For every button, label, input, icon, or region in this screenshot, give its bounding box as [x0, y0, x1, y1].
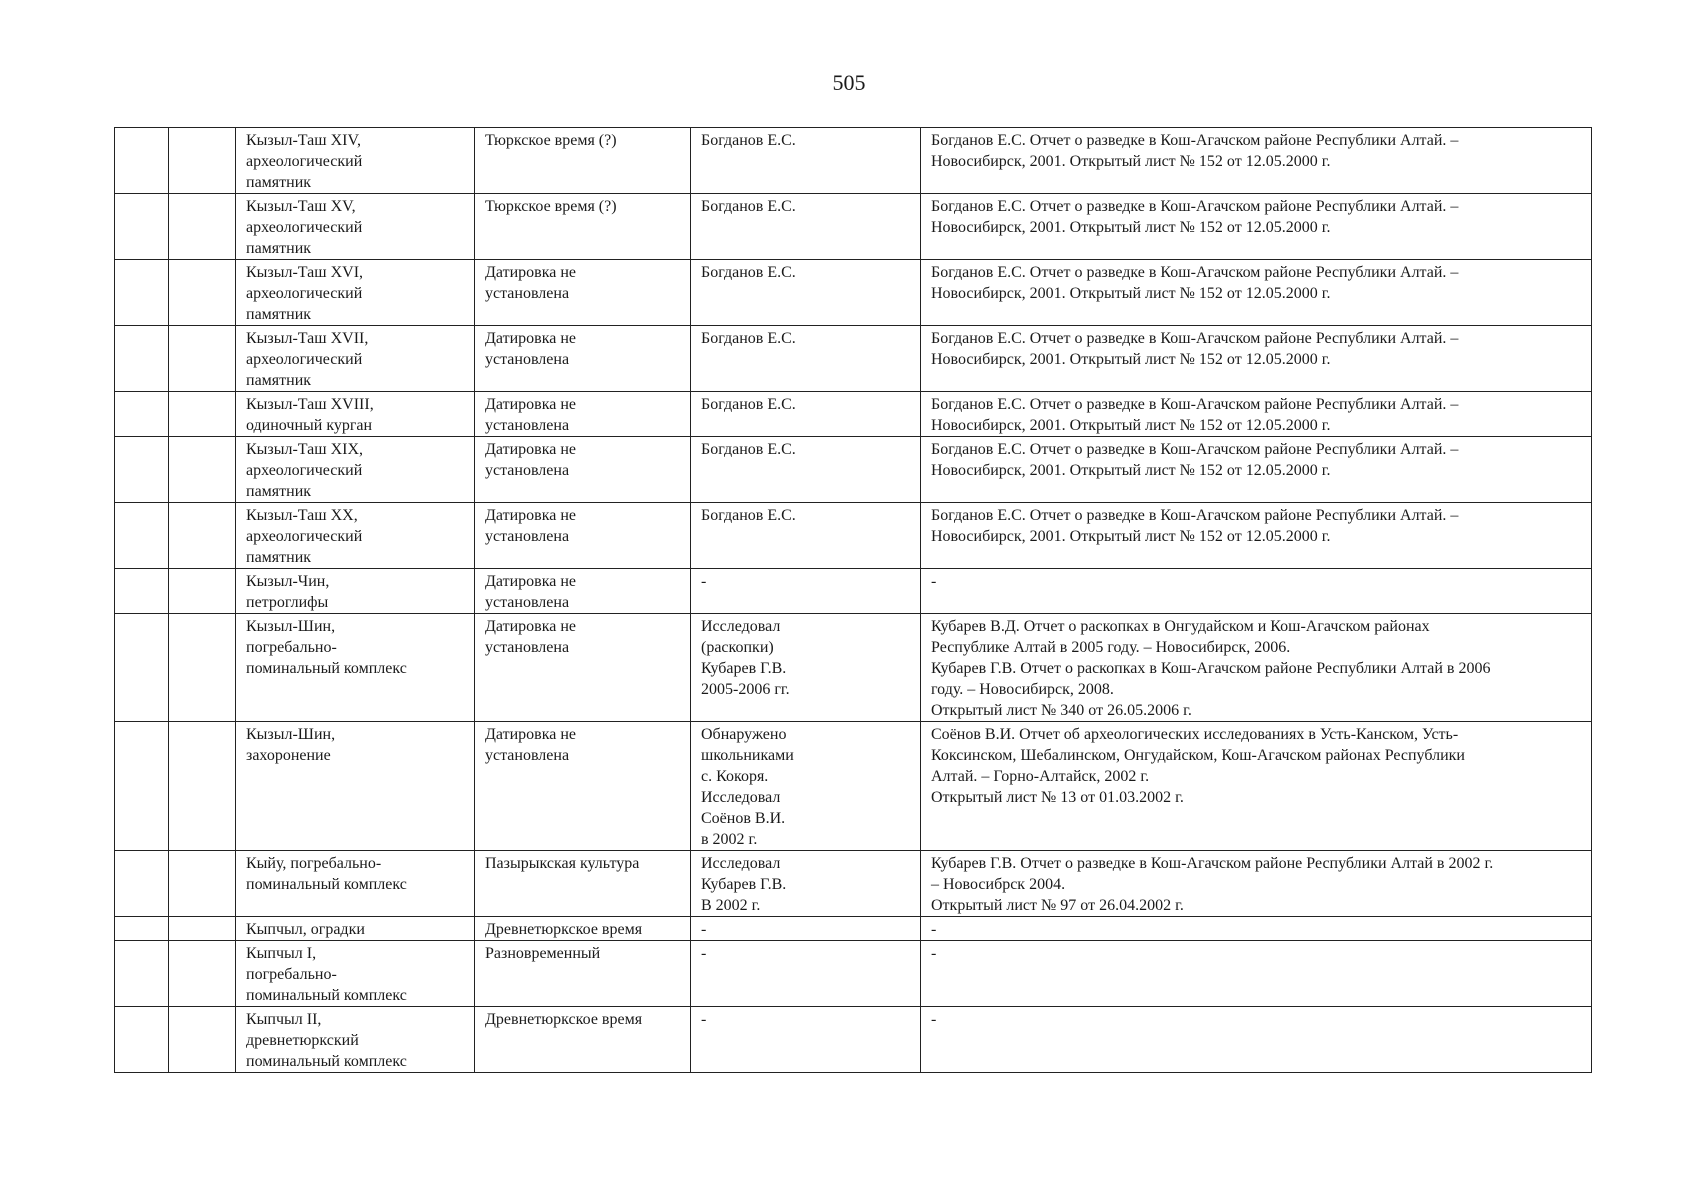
- researcher-cell: [691, 941, 921, 1007]
- cell-line: Кызыл-Шин,: [246, 618, 336, 635]
- number-cell: [115, 614, 169, 722]
- dating-cell: [475, 941, 691, 1007]
- number-cell: [115, 260, 169, 326]
- dating-cell: [475, 917, 691, 941]
- name-cell: [236, 851, 475, 917]
- number-cell: [115, 503, 169, 569]
- cell-line: Кызыл-Таш XIV,: [246, 132, 361, 149]
- cell-line: памятник: [246, 240, 312, 257]
- cell-line: в 2002 г.: [701, 831, 758, 848]
- dating-cell: [475, 614, 691, 722]
- cell-line: Древнетюркское время: [485, 921, 643, 938]
- cell-line: Богданов Е.С. Отчет о разведке в Кош-Агачском районе Республики Алтай. –: [931, 441, 1459, 458]
- cell-line: Датировка не: [485, 507, 577, 524]
- cell-line: Богданов Е.С.: [701, 198, 796, 215]
- researcher-cell: [691, 503, 921, 569]
- dating-cell: [475, 569, 691, 614]
- cell-line: Богданов Е.С.: [701, 264, 796, 281]
- researcher-cell: [691, 614, 921, 722]
- cell-line: поминальный комплекс: [246, 876, 407, 893]
- source-cell: [921, 392, 1592, 437]
- source-cell: [921, 437, 1592, 503]
- name-cell: [236, 569, 475, 614]
- number-cell: [115, 326, 169, 392]
- name-cell: [236, 260, 475, 326]
- cell-line: археологический: [246, 153, 363, 170]
- cell-line: Богданов Е.С.: [701, 441, 796, 458]
- cell-line: установлена: [485, 351, 570, 368]
- number-cell: [115, 569, 169, 614]
- table-row: [115, 569, 1592, 614]
- researcher-cell: [691, 917, 921, 941]
- cell-line: Кызыл-Чин,: [246, 573, 330, 590]
- table-row: [115, 1007, 1592, 1073]
- cell-line: Богданов Е.С. Отчет о разведке в Кош-Агачском районе Республики Алтай. –: [931, 330, 1459, 347]
- cell-line: Богданов Е.С.: [701, 330, 796, 347]
- table-row: [115, 851, 1592, 917]
- source-cell: [921, 917, 1592, 941]
- cell-line: Кубарев Г.В. Отчет о раскопках в Кош-Агачском районе Республики Алтай в 2006: [931, 660, 1491, 677]
- source-cell: [921, 326, 1592, 392]
- cell-line: Открытый лист № 97 от 26.04.2002 г.: [931, 897, 1184, 914]
- researcher-cell: [691, 260, 921, 326]
- cell-line: Кыпчыл, оградки: [246, 921, 365, 938]
- cell-line: Богданов Е.С.: [701, 396, 796, 413]
- cell-line: Разновременный: [485, 945, 601, 962]
- cell-line: Новосибирск, 2001. Открытый лист № 152 от 12.05.2000 г.: [931, 417, 1331, 434]
- code-cell: [169, 326, 236, 392]
- cell-line: Богданов Е.С. Отчет о разведке в Кош-Агачском районе Республики Алтай. –: [931, 264, 1459, 281]
- cell-line: Датировка не: [485, 573, 577, 590]
- cell-line: году. – Новосибирск, 2008.: [931, 681, 1114, 698]
- researcher-cell: [691, 128, 921, 194]
- dating-cell: [475, 260, 691, 326]
- cell-line: Кызыл-Шин,: [246, 726, 336, 743]
- source-cell: [921, 614, 1592, 722]
- cell-line: Коксинском, Шебалинском, Онгудайском, Кош-Агачском районах Республики: [931, 747, 1465, 764]
- page-number: 505: [832, 70, 866, 95]
- cell-line: установлена: [485, 462, 570, 479]
- cell-line: захоронение: [246, 747, 331, 764]
- dating-cell: [475, 326, 691, 392]
- code-cell: [169, 392, 236, 437]
- cell-line: 2005-2006 гг.: [701, 681, 790, 698]
- cell-line: Исследовал: [701, 855, 781, 872]
- code-cell: [169, 941, 236, 1007]
- dating-cell: [475, 128, 691, 194]
- cell-line: Богданов Е.С. Отчет о разведке в Кош-Агачском районе Республики Алтай. –: [931, 396, 1459, 413]
- cell-line: с. Кокоря.: [701, 768, 769, 785]
- cell-line: -: [701, 573, 707, 590]
- name-cell: [236, 437, 475, 503]
- cell-line: Кубарев Г.В. Отчет о разведке в Кош-Агачском районе Республики Алтай в 2002 г.: [931, 855, 1494, 872]
- cell-line: погребально-: [246, 639, 337, 656]
- cell-line: Датировка не: [485, 396, 577, 413]
- source-cell: [921, 851, 1592, 917]
- name-cell: [236, 503, 475, 569]
- table-row: [115, 614, 1592, 722]
- cell-line: археологический: [246, 528, 363, 545]
- cell-line: Новосибирск, 2001. Открытый лист № 152 от 12.05.2000 г.: [931, 528, 1331, 545]
- cell-line: Исследовал: [701, 789, 781, 806]
- table-row: [115, 941, 1592, 1007]
- cell-line: установлена: [485, 285, 570, 302]
- dating-cell: [475, 1007, 691, 1073]
- researcher-cell: [691, 392, 921, 437]
- cell-line: Новосибирск, 2001. Открытый лист № 152 от 12.05.2000 г.: [931, 462, 1331, 479]
- cell-line: установлена: [485, 639, 570, 656]
- cell-line: Кыпчыл I,: [246, 945, 317, 962]
- source-cell: [921, 1007, 1592, 1073]
- code-cell: [169, 128, 236, 194]
- cell-line: -: [931, 1011, 937, 1028]
- cell-line: Датировка не: [485, 264, 577, 281]
- name-cell: [236, 194, 475, 260]
- cell-line: установлена: [485, 417, 570, 434]
- cell-line: установлена: [485, 528, 570, 545]
- cell-line: Кыпчыл II,: [246, 1011, 322, 1028]
- cell-line: археологический: [246, 462, 363, 479]
- cell-line: Пазырыкская культура: [485, 855, 640, 872]
- dating-cell: [475, 851, 691, 917]
- name-cell: [236, 722, 475, 851]
- number-cell: [115, 722, 169, 851]
- dating-cell: [475, 722, 691, 851]
- cell-line: Богданов Е.С. Отчет о разведке в Кош-Агачском районе Республики Алтай. –: [931, 132, 1459, 149]
- cell-line: Кубарев В.Д. Отчет о раскопках в Онгудайском и Кош-Агачском районах: [931, 618, 1430, 635]
- number-cell: [115, 128, 169, 194]
- cell-line: -: [701, 921, 707, 938]
- cell-line: -: [931, 573, 937, 590]
- cell-line: Кубарев Г.В.: [701, 876, 787, 893]
- name-cell: [236, 941, 475, 1007]
- source-cell: [921, 722, 1592, 851]
- table-body: [115, 128, 1592, 1073]
- cell-line: поминальный комплекс: [246, 660, 407, 677]
- table-row: [115, 260, 1592, 326]
- cell-line: Датировка не: [485, 618, 577, 635]
- cell-line: Кызыл-Таш XIX,: [246, 441, 364, 458]
- cell-line: В 2002 г.: [701, 897, 761, 914]
- code-cell: [169, 569, 236, 614]
- number-cell: [115, 941, 169, 1007]
- dating-cell: [475, 392, 691, 437]
- cell-line: Датировка не: [485, 330, 577, 347]
- dating-cell: [475, 194, 691, 260]
- cell-line: Тюркское время (?): [485, 198, 617, 215]
- cell-line: школьниками: [701, 747, 794, 764]
- researcher-cell: [691, 194, 921, 260]
- cell-line: археологический: [246, 219, 363, 236]
- code-cell: [169, 260, 236, 326]
- cell-line: -: [701, 1011, 707, 1028]
- cell-line: петроглифы: [246, 594, 329, 611]
- cell-line: археологический: [246, 351, 363, 368]
- name-cell: [236, 614, 475, 722]
- cell-line: (раскопки): [701, 639, 774, 656]
- cell-line: Богданов Е.С.: [701, 507, 796, 524]
- cell-line: установлена: [485, 594, 570, 611]
- table-row: [115, 128, 1592, 194]
- table-row: [115, 437, 1592, 503]
- cell-line: Кызыл-Таш XVII,: [246, 330, 369, 347]
- cell-line: Исследовал: [701, 618, 781, 635]
- source-cell: [921, 260, 1592, 326]
- dating-cell: [475, 437, 691, 503]
- researcher-cell: [691, 722, 921, 851]
- number-cell: [115, 917, 169, 941]
- cell-line: Датировка не: [485, 441, 577, 458]
- cell-line: Тюркское время (?): [485, 132, 617, 149]
- code-cell: [169, 917, 236, 941]
- source-cell: [921, 128, 1592, 194]
- table-row: [115, 392, 1592, 437]
- cell-line: -: [931, 921, 937, 938]
- table-row: [115, 194, 1592, 260]
- cell-line: Кыйу, погребально-: [246, 855, 382, 872]
- cell-line: – Новосибрск 2004.: [931, 876, 1066, 893]
- code-cell: [169, 1007, 236, 1073]
- table-row: [115, 326, 1592, 392]
- cell-line: Древнетюркское время: [485, 1011, 643, 1028]
- cell-line: Богданов Е.С. Отчет о разведке в Кош-Агачском районе Республики Алтай. –: [931, 507, 1459, 524]
- cell-line: Богданов Е.С.: [701, 132, 796, 149]
- source-cell: [921, 569, 1592, 614]
- cell-line: памятник: [246, 372, 312, 389]
- code-cell: [169, 722, 236, 851]
- cell-line: Новосибирск, 2001. Открытый лист № 152 от 12.05.2000 г.: [931, 285, 1331, 302]
- researcher-cell: [691, 326, 921, 392]
- code-cell: [169, 194, 236, 260]
- code-cell: [169, 437, 236, 503]
- code-cell: [169, 614, 236, 722]
- name-cell: [236, 1007, 475, 1073]
- cell-line: памятник: [246, 549, 312, 566]
- cell-line: Кызыл-Таш XVI,: [246, 264, 364, 281]
- number-cell: [115, 851, 169, 917]
- cell-line: Обнаружено: [701, 726, 787, 743]
- dating-cell: [475, 503, 691, 569]
- cell-line: Новосибирск, 2001. Открытый лист № 152 от 12.05.2000 г.: [931, 219, 1331, 236]
- cell-line: Датировка не: [485, 726, 577, 743]
- cell-line: Соёнов В.И. Отчет об археологических исследованиях в Усть-Канском, Усть-: [931, 726, 1459, 743]
- researcher-cell: [691, 437, 921, 503]
- monuments-table: [114, 127, 1592, 1073]
- cell-line: Новосибирск, 2001. Открытый лист № 152 от 12.05.2000 г.: [931, 351, 1331, 368]
- cell-line: Соёнов В.И.: [701, 810, 786, 827]
- cell-line: археологический: [246, 285, 363, 302]
- name-cell: [236, 917, 475, 941]
- code-cell: [169, 503, 236, 569]
- cell-line: памятник: [246, 483, 312, 500]
- source-cell: [921, 941, 1592, 1007]
- cell-line: Кызыл-Таш XVIII,: [246, 396, 374, 413]
- cell-line: памятник: [246, 174, 312, 191]
- cell-line: Открытый лист № 340 от 26.05.2006 г.: [931, 702, 1192, 719]
- cell-line: поминальный комплекс: [246, 987, 407, 1004]
- cell-line: погребально-: [246, 966, 337, 983]
- source-cell: [921, 194, 1592, 260]
- source-cell: [921, 503, 1592, 569]
- researcher-cell: [691, 1007, 921, 1073]
- cell-line: древнетюркский: [246, 1032, 359, 1049]
- cell-line: Кызыл-Таш XX,: [246, 507, 358, 524]
- number-cell: [115, 392, 169, 437]
- name-cell: [236, 392, 475, 437]
- cell-line: Открытый лист № 13 от 01.03.2002 г.: [931, 789, 1184, 806]
- cell-line: Кубарев Г.В.: [701, 660, 787, 677]
- cell-line: установлена: [485, 747, 570, 764]
- cell-line: Кызыл-Таш XV,: [246, 198, 356, 215]
- cell-line: Новосибирск, 2001. Открытый лист № 152 от 12.05.2000 г.: [931, 153, 1331, 170]
- cell-line: -: [931, 945, 937, 962]
- researcher-cell: [691, 851, 921, 917]
- cell-line: Богданов Е.С. Отчет о разведке в Кош-Агачском районе Республики Алтай. –: [931, 198, 1459, 215]
- number-cell: [115, 437, 169, 503]
- cell-line: Алтай. – Горно-Алтайск, 2002 г.: [931, 768, 1150, 785]
- table-row: [115, 917, 1592, 941]
- cell-line: Республике Алтай в 2005 году. – Новосибирск, 2006.: [931, 639, 1291, 656]
- number-cell: [115, 1007, 169, 1073]
- name-cell: [236, 128, 475, 194]
- code-cell: [169, 851, 236, 917]
- cell-line: -: [701, 945, 707, 962]
- researcher-cell: [691, 569, 921, 614]
- name-cell: [236, 326, 475, 392]
- cell-line: памятник: [246, 306, 312, 323]
- table-row: [115, 722, 1592, 851]
- cell-line: одиночный курган: [246, 417, 373, 434]
- number-cell: [115, 194, 169, 260]
- cell-line: поминальный комплекс: [246, 1053, 407, 1070]
- table-row: [115, 503, 1592, 569]
